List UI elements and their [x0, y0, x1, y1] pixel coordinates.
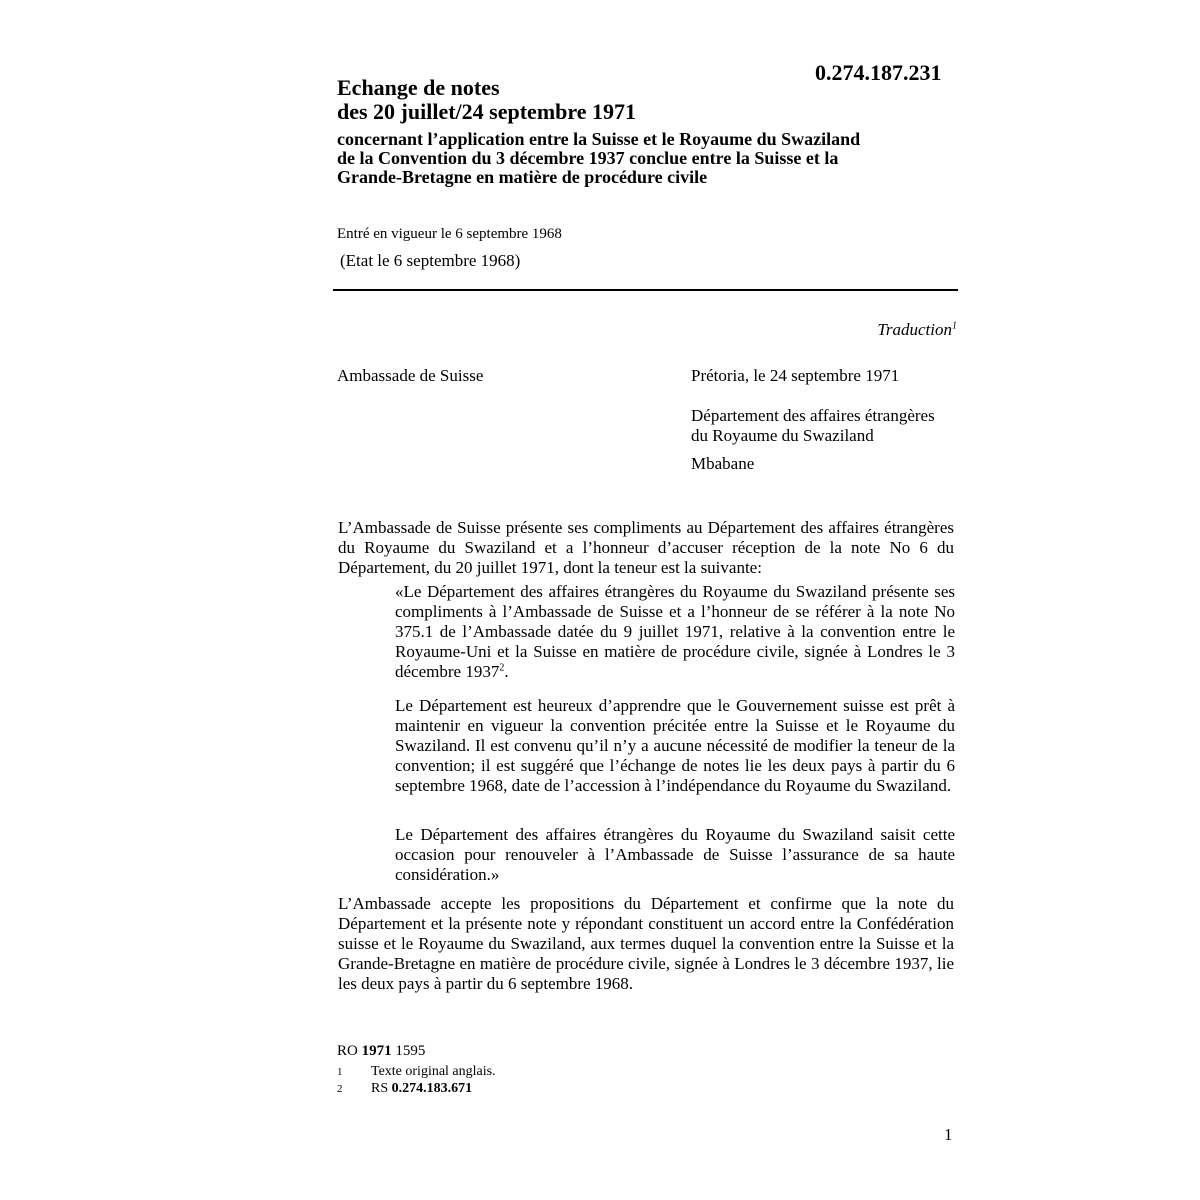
letter-recipient: [691, 406, 971, 446]
title-line-2: des 20 juillet/24 septembre 1971: [337, 99, 637, 124]
footnote-ref-2[interactable]: 2: [499, 662, 505, 674]
recipient-line-2: du Royaume du Swaziland: [691, 426, 874, 445]
page-number: 1: [944, 1125, 953, 1144]
quote-paragraph-3: Le Département des affaires étrangères du Royaume du Swaziland saisit cette occasion pour renouveler à l’Ambassade de Suisse l’assurance de sa haute considération.»: [395, 825, 955, 884]
subtitle-line-1: concernant l’application entre la Suisse et le Royaume du Swaziland: [337, 129, 861, 149]
translation-text: Traduction: [877, 320, 952, 339]
quote-1-text: «Le Département des affaires étrangères du Royaume du Swaziland présente ses compliments à l’Ambassade de Suisse et a l’honneur de se référer à la note No 375.1 de l’Ambassade datée du 9 juillet 1971, relative à la convention entre le Royaume-Uni et la Suisse en matière de procédure civile, signée à Londres le 3 décembre 1937: [395, 582, 955, 681]
title-line-1: Echange de notes: [337, 75, 500, 100]
document-number: 0.274.187.231: [815, 60, 942, 85]
source-prefix: RO: [337, 1043, 358, 1059]
body-paragraph-2: L’Ambassade accepte les propositions du Département et confirme que la note du Département et la présente note y répondant constituent un accord entre la Confédération suisse et le Royaume du Swaziland, aux termes duquel la convention entre la Suisse et la Grande-Bretagne en matière de procédure civile, signée à Londres le 3 décembre 1937, lie les deux pays à partir du 6 septembre 1968.: [338, 894, 954, 993]
document-subtitle: [337, 130, 967, 187]
translation-label: [877, 320, 957, 340]
footnote-2-link[interactable]: 0.274.183.671: [391, 1081, 473, 1096]
quote-1-end: .: [504, 662, 509, 681]
source-reference: [337, 1043, 425, 1060]
subtitle-line-3: Grande-Bretagne en matière de procédure civile: [337, 167, 708, 187]
header-divider: [333, 289, 958, 291]
source-page: 1595: [395, 1043, 426, 1059]
footnote-2-number: 2: [337, 1083, 343, 1095]
entry-in-force: Entré en vigueur le 6 septembre 1968: [337, 226, 562, 242]
footnote-1-text: Texte original anglais.: [371, 1064, 496, 1079]
footnote-1-number: 1: [337, 1066, 343, 1078]
quote-paragraph-1: [395, 582, 955, 682]
letter-place-date: Prétoria, le 24 septembre 1971: [691, 366, 900, 385]
subtitle-line-2: de la Convention du 3 décembre 1937 conclue entre la Suisse et la: [337, 148, 839, 168]
footnote-1: [337, 1064, 496, 1080]
footnote-ref-1[interactable]: 1: [952, 320, 957, 332]
recipient-line-1: Département des affaires étrangères: [691, 406, 935, 425]
document-title: [337, 76, 636, 124]
quote-paragraph-2: Le Département est heureux d’apprendre que le Gouvernement suisse est prêt à maintenir en vigueur la convention précitée entre la Suisse et le Royaume du Swaziland. Il est convenu qu’il n’y a aucune nécessité de modifier la teneur de la convention; il est suggéré que l’échange de notes lie les deux pays à partir du 6 septembre 1968, date de l’accession à l’indépendance du Royaume du Swaziland.: [395, 696, 955, 795]
letter-sender: Ambassade de Suisse: [337, 366, 484, 385]
state-date: (Etat le 6 septembre 1968): [340, 251, 521, 270]
body-paragraph-1: L’Ambassade de Suisse présente ses compliments au Département des affaires étrangères du Royaume du Swaziland et a l’honneur d’accuser réception de la note No 6 du Département, du 20 juillet 1971, dont la teneur est la suivante:: [338, 518, 954, 577]
source-year: 1971: [361, 1043, 392, 1059]
footnote-2-prefix: RS: [371, 1081, 389, 1096]
letter-city: Mbabane: [691, 454, 755, 473]
footnote-2: [337, 1081, 472, 1097]
